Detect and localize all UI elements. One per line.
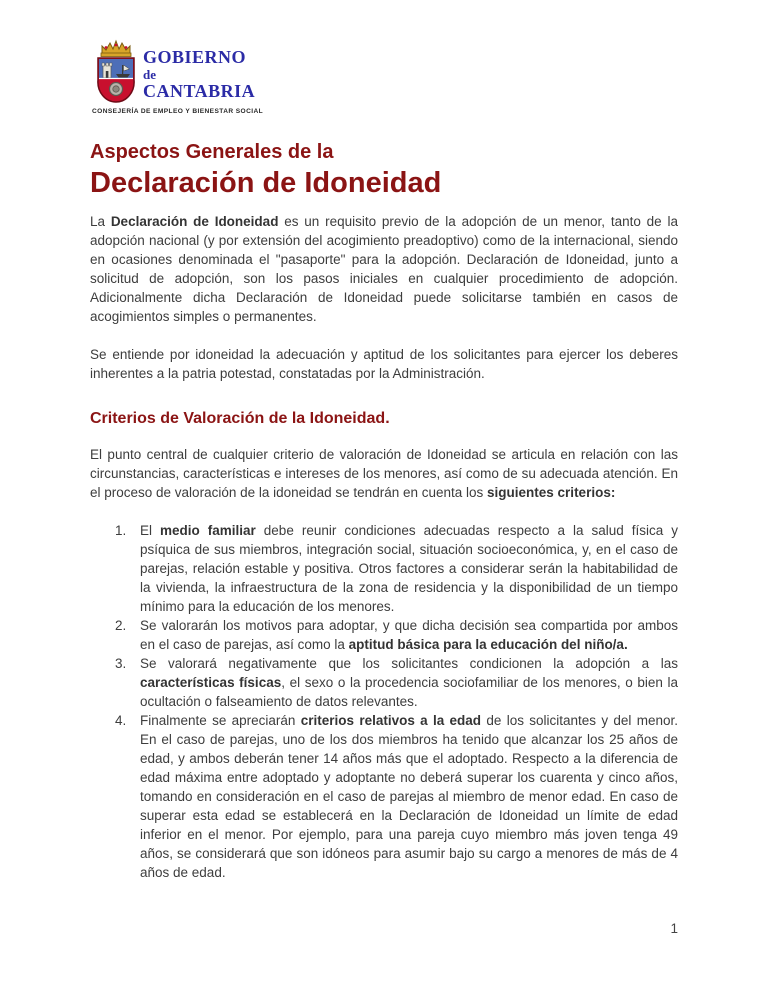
list-item bbox=[90, 521, 678, 616]
list-item bbox=[90, 616, 678, 654]
list-item-text: Finalmente se apreciarán criterios relativos a la edad de los solicitantes y del menor. En el caso de parejas, uno de los dos miembros ha tenido que alcanzar los 25 años de edad, y ambos deberán tener 14 años más que el adoptado. Respecto a la diferencia de edad máxima entre adoptado y adoptante no deberá superar los cuarenta y cinco años, tomando en consideración en el caso de parejas al miembro de menor edad. En caso de superar esta edad se establecerá en la Declaración de Idoneidad un límite de edad inferior en el menor. Por ejemplo, para una pareja cuyo miembro más joven tenga 49 años, se considerará que son idóneos para asumir bajo su cargo a menores de más de 4 años de edad. bbox=[140, 713, 678, 880]
title-block bbox=[90, 140, 678, 200]
government-logo bbox=[92, 38, 263, 104]
list-item-number: 2. bbox=[115, 618, 127, 633]
brand-line-gobierno: GOBIERNO bbox=[143, 47, 247, 67]
section-heading: Criterios de Valoración de la Idoneidad. bbox=[90, 410, 390, 427]
brand-line-de: de bbox=[143, 67, 156, 82]
list-item-text: El medio familiar debe reunir condiciones adecuadas respecto a la salud física y psíquica de sus miembros, integración social, situación socioeconómica, y, en el caso de parejas, relación estable y positiva. Otros factores a considerar serán la habitabilidad de la vivienda, la infraestructura de la zona de residencia y la disponibilidad de un tiempo mínimo para la educación de los menores. bbox=[140, 523, 679, 614]
list-item bbox=[90, 654, 678, 711]
list-item-text: Se valorarán los motivos para adoptar, y que dicha decisión sea compartida por ambos en el caso de parejas, así como la aptitud básica para la educación del niño/a. bbox=[140, 618, 678, 652]
intro-paragraph-1: La Declaración de Idoneidad es un requisito previo de la adopción de un menor, tanto de la adopción nacional (y por extensión del acogimiento preadoptivo) como de la internacional, siendo en ocasiones denominada el "pasaporte" para la adopción. Declaración de Idoneidad, junto a solicitud de adopción, son los pasos iniciales en cualquier procedimiento de adopción. Adicionalmente dicha Declaración de Idoneidad puede solicitarse también en casos de acogimientos simples o permanentes. bbox=[90, 214, 678, 324]
doc-title: Declaración de Idoneidad bbox=[90, 167, 442, 199]
page-number: 1 bbox=[670, 921, 678, 936]
document-body bbox=[90, 212, 678, 882]
cantabria-crest-icon bbox=[92, 38, 140, 104]
list-item-number: 1. bbox=[115, 523, 127, 538]
doc-subtitle: Aspectos Generales de la bbox=[90, 141, 334, 163]
list-item bbox=[90, 711, 678, 882]
header bbox=[92, 38, 263, 115]
criteria-list bbox=[90, 521, 678, 882]
brand-line-cantabria: CANTABRIA bbox=[143, 81, 256, 101]
department-name: CONSEJERÍA DE EMPLEO Y BIENESTAR SOCIAL bbox=[92, 108, 264, 115]
list-item-number: 4. bbox=[115, 713, 127, 728]
list-item-text: Se valorará negativamente que los solicitantes condicionen la adopción a las características físicas, el sexo o la procedencia sociofamiliar de los menores, o bien la ocultación o falseamiento de datos relevantes. bbox=[140, 656, 678, 709]
section-intro-paragraph: El punto central de cualquier criterio de valoración de Idoneidad se articula en relación con las circunstancias, características e intereses de los menores, así como de su adecuada atención. En el proceso de valoración de la idoneidad se tendrán en cuenta los siguientes criterios: bbox=[90, 447, 678, 500]
intro-paragraph-2: Se entiende por idoneidad la adecuación y aptitud de los solicitantes para ejercer los deberes inherentes a la patria potestad, constatadas por la Administración. bbox=[90, 347, 678, 381]
brand-name bbox=[143, 48, 255, 100]
list-item-number: 3. bbox=[115, 656, 127, 671]
